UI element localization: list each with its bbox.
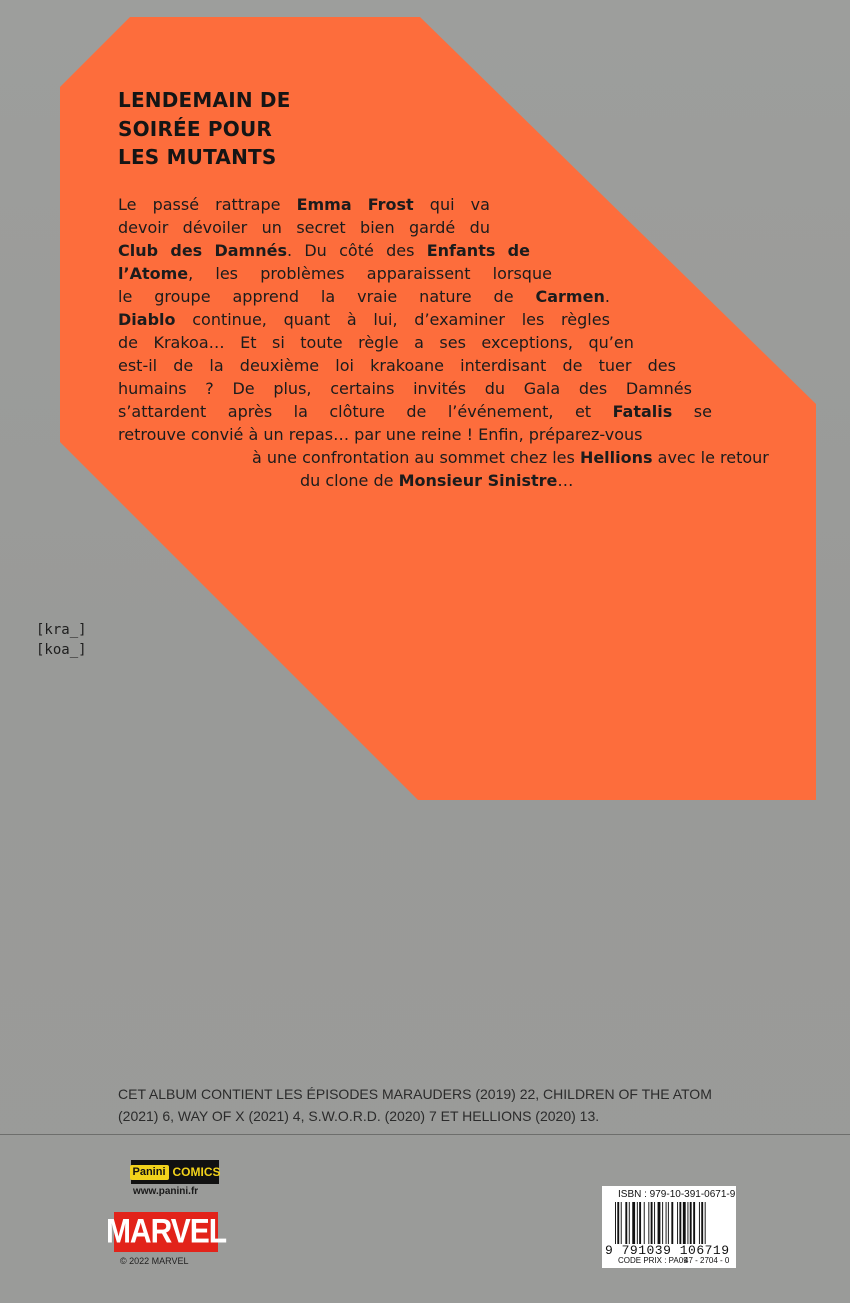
synopsis-word: ses	[439, 333, 466, 352]
synopsis-word: des	[170, 241, 203, 260]
synopsis-word: Et	[240, 333, 257, 352]
marvel-logo-text: MARVEL	[105, 1212, 227, 1251]
synopsis-line	[118, 263, 552, 285]
synopsis-line	[118, 401, 712, 423]
krakoa-tag-line: [koa_]	[36, 642, 87, 658]
synopsis-word: de	[493, 287, 514, 306]
panini-comics-logo	[131, 1160, 219, 1184]
synopsis-word: interdisant	[460, 356, 547, 375]
synopsis-word: côté	[339, 241, 374, 260]
krakoa-tag-line: [kra_]	[36, 622, 87, 638]
synopsis-word: quant	[283, 310, 331, 329]
synopsis-word: de	[507, 241, 530, 260]
synopsis-emphasis: Monsieur Sinistre	[398, 471, 558, 490]
synopsis-word: le	[118, 287, 133, 306]
synopsis-word: du	[469, 218, 490, 237]
synopsis-word: un	[261, 218, 282, 237]
synopsis-word: Club	[118, 241, 159, 260]
synopsis-word: est-il	[118, 356, 158, 375]
synopsis-word: ?	[205, 379, 214, 398]
synopsis-text: retrouve convié à un repas… par une reine ! Enfin, préparez-vous	[118, 425, 643, 444]
synopsis-text: avec le retour	[652, 448, 769, 467]
synopsis-word: devoir	[118, 218, 169, 237]
synopsis-line	[118, 240, 530, 262]
synopsis-word: les	[521, 310, 545, 329]
synopsis-word: des	[647, 356, 676, 375]
synopsis-line	[300, 470, 573, 492]
synopsis-word: Damnés	[625, 379, 692, 398]
synopsis-word: des	[386, 241, 415, 260]
synopsis-word: de	[173, 356, 194, 375]
synopsis-line	[118, 194, 490, 216]
synopsis-word: loi	[335, 356, 354, 375]
synopsis-word: qui	[429, 195, 455, 214]
headline-line: SOIRÉE POUR	[118, 116, 273, 141]
panini-url: www.panini.fr	[133, 1186, 199, 1197]
synopsis-word: nature	[419, 287, 472, 306]
synopsis-word: dévoiler	[182, 218, 248, 237]
synopsis-word: apparaissent	[366, 264, 471, 283]
synopsis-word: de	[406, 402, 427, 421]
synopsis-word: toute	[300, 333, 343, 352]
krakoa-tag	[36, 620, 87, 660]
synopsis-word: les	[215, 264, 239, 283]
synopsis-word: vraie	[357, 287, 398, 306]
synopsis-word: règle	[358, 333, 399, 352]
synopsis-word: Krakoa…	[153, 333, 225, 352]
synopsis-line	[118, 378, 692, 400]
synopsis-word: Enfants	[426, 241, 496, 260]
synopsis-word: passé	[152, 195, 200, 214]
synopsis-word: clôture	[329, 402, 385, 421]
synopsis-word: tuer	[598, 356, 632, 375]
synopsis-word: invités	[413, 379, 467, 398]
synopsis-word: du	[484, 379, 506, 398]
album-contents: CET ALBUM CONTIENT LES ÉPISODES MARAUDERS (2019) 22, CHILDREN OF THE ATOM (2021) 6, WAY OF X (2021) 4, S.W.O.R.D. (2020) 7 ET HELLIONS (2020) 13.	[118, 1086, 712, 1124]
synopsis-word: l’Atome,	[118, 264, 194, 283]
synopsis-word: Carmen.	[535, 287, 610, 306]
synopsis-line	[118, 309, 610, 331]
synopsis-word: Damnés.	[214, 241, 293, 260]
synopsis-word: d’examiner	[414, 310, 505, 329]
synopsis-word: secret	[296, 218, 346, 237]
synopsis-line	[252, 447, 769, 469]
synopsis-word: règles	[561, 310, 610, 329]
synopsis-word: après	[227, 402, 273, 421]
synopsis-word: se	[693, 402, 712, 421]
synopsis-word: à	[346, 310, 357, 329]
synopsis-line	[118, 332, 634, 354]
barcode-digits: 9 791039 106719	[605, 1243, 730, 1258]
synopsis-word: Diablo	[118, 310, 176, 329]
synopsis-word: deuxième	[239, 356, 320, 375]
synopsis-line	[118, 217, 490, 239]
price-number: 47 - 2704 - 0	[684, 1256, 730, 1265]
synopsis-word: l’événement,	[447, 402, 554, 421]
synopsis-text: …	[557, 471, 574, 490]
marvel-logo	[105, 1212, 227, 1252]
synopsis-word: la	[320, 287, 336, 306]
copyright: © 2022 MARVEL	[120, 1256, 189, 1266]
synopsis-word: Emma	[296, 195, 352, 214]
synopsis-word: plus,	[273, 379, 312, 398]
synopsis-word: Fatalis	[612, 402, 673, 421]
isbn: ISBN : 979-10-391-0671-9	[618, 1189, 736, 1200]
barcode-icon	[615, 1202, 733, 1244]
synopsis-word: gardé	[409, 218, 456, 237]
synopsis-word: problèmes	[260, 264, 345, 283]
synopsis-word: la	[293, 402, 308, 421]
synopsis-text: du clone de	[300, 471, 399, 490]
synopsis-text: à une confrontation au sommet chez les	[252, 448, 580, 467]
synopsis-word: Du	[304, 241, 327, 260]
synopsis-line	[118, 424, 642, 446]
synopsis-word: Gala	[523, 379, 561, 398]
panini-logo-left: Panini	[130, 1165, 169, 1180]
synopsis-word: va	[470, 195, 490, 214]
headline	[118, 86, 418, 172]
synopsis-word: continue,	[192, 310, 267, 329]
synopsis-word: qu’en	[588, 333, 634, 352]
synopsis-word: des	[578, 379, 608, 398]
synopsis-line	[118, 286, 610, 308]
synopsis-word: groupe	[154, 287, 211, 306]
synopsis-word: de	[118, 333, 138, 352]
headline-line: LES MUTANTS	[118, 145, 277, 169]
synopsis-word: lorsque	[492, 264, 552, 283]
synopsis-word: krakoane	[370, 356, 445, 375]
synopsis-word: a	[414, 333, 424, 352]
synopsis-word: Le	[118, 195, 137, 214]
synopsis-word: De	[232, 379, 255, 398]
synopsis-word: apprend	[232, 287, 299, 306]
synopsis-word: lui,	[373, 310, 398, 329]
synopsis-word: et	[574, 402, 592, 421]
synopsis-word: s’attardent	[118, 402, 207, 421]
panini-logo-right: COMICS	[172, 1165, 221, 1179]
divider	[0, 1134, 850, 1135]
headline-line: LENDEMAIN DE	[118, 88, 291, 112]
synopsis-word: de	[562, 356, 583, 375]
synopsis-word: rattrape	[215, 195, 281, 214]
synopsis-word: si	[272, 333, 285, 352]
synopsis-line	[118, 355, 676, 377]
synopsis-word: humains	[118, 379, 187, 398]
synopsis-emphasis: Hellions	[579, 448, 653, 467]
synopsis-word: certains	[330, 379, 395, 398]
synopsis-word: exceptions,	[481, 333, 574, 352]
synopsis-word: Frost	[367, 195, 414, 214]
synopsis-word: la	[209, 356, 224, 375]
synopsis-word: bien	[360, 218, 395, 237]
price-code: CODE PRIX : PA09	[618, 1256, 688, 1265]
